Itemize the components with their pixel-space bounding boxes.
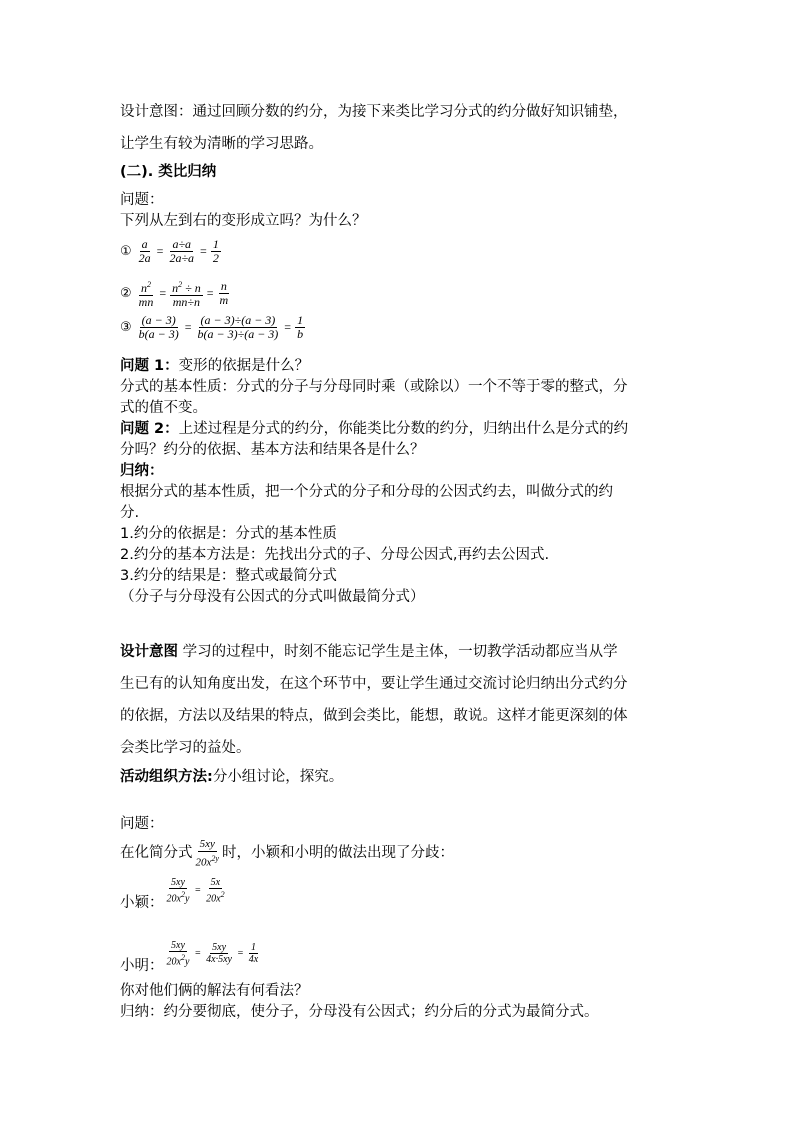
fraction: $\frac{5xy}{20x^2y}$ [166, 877, 190, 905]
question-1-text: 变形的依据是什么？ [178, 358, 310, 374]
question-3-label: 问题： [120, 816, 164, 832]
fraction: $\frac{1}{2}$ [212, 237, 219, 265]
note: （分子与分母没有公因式的分式叫做最简分式） [120, 589, 425, 605]
fraction: $\frac{5xy}{20x^2y}$ [166, 940, 190, 968]
text-line: 分式的基本性质：分式的分子与分母同时乘（或除以）一个不等于零的整式，分 [120, 379, 628, 395]
text-line: 会类比学习的益处。 [120, 740, 251, 756]
ask-text: 你对他们俩的解法有何看法？ [120, 983, 309, 999]
text-line: 分吗？约分的依据、基本方法和结果各是什么？ [120, 442, 425, 458]
question-label: 问题： [120, 192, 164, 208]
marker: ① [120, 244, 132, 259]
fraction: $\frac{n^2}{mn}$ [138, 280, 154, 309]
question-1-label: 问题 1： [120, 358, 179, 374]
question-text: 下列从左到右的变形成立吗？为什么？ [120, 213, 367, 229]
fraction: $\frac{(a - 3)}{b(a - 3)}$ [138, 313, 179, 341]
fraction: $\frac{a}{2a}$ [138, 237, 151, 265]
text-line: 生已有的认知角度出发，在这个环节中，要让学生通过交流讨论归纳出分式约分 [120, 676, 628, 692]
fraction: $\frac{(a - 3)\div(a - 3)}{b(a - 3)\div(a - 3)}$ [197, 313, 279, 341]
text-line: 学习的过程中，时刻不能忘记学生是主体，一切教学活动都应当从学 [178, 644, 618, 660]
design-intent-paragraph-1 [120, 96, 680, 160]
solver-label: 小颖： [120, 895, 164, 912]
fraction: 5xy $20x^{2y}$ [195, 838, 219, 869]
question-1 [120, 356, 680, 377]
text-line: 分. [120, 505, 140, 521]
solver-label: 小明： [120, 958, 164, 975]
xiaoying-solution: 小颖： $\frac{5xy}{20x^2y}$ = $\frac{5x}{20x^2}$ [120, 877, 680, 914]
text-segment: 在化简分式 [120, 845, 193, 862]
design-intent-label: 设计意图 [120, 644, 178, 660]
text-line: 根据分式的基本性质，把一个分式的分子和分母的公因式约去，叫做分式的约 [120, 484, 613, 500]
fraction: $\frac{5xy}{4x\cdot 5xy}$ [206, 942, 232, 966]
question-block [120, 190, 680, 232]
fraction: $\frac{1}{b}$ [297, 313, 304, 341]
conclusion-text: 归纳：约分要彻底，使分子，分母没有公因式；约分后的分式为最简分式。 [120, 1004, 599, 1020]
section-title: (二). 类比归纳 [120, 164, 217, 180]
fraction: $\frac{n^2 \div n}{mn\div n}$ [172, 280, 201, 309]
equation-1: ① $\frac{a}{2a}$ = $\frac{a\div a}{2a\div a}$ = $\frac{1}{2}$ [120, 237, 219, 265]
question-2-label: 问题 2： [120, 421, 179, 437]
list-item: 3.约分的结果是：整式或最简分式 [120, 568, 337, 584]
question-2 [120, 419, 680, 461]
xiaoming-solution: 小明： $\frac{5xy}{20x^2y}$ = $\frac{5xy}{4x\cdot 5xy}$ = $\frac{1}{4x}$ [120, 940, 680, 977]
activity-label: 活动组织方法: [120, 769, 213, 785]
activity-text: 分小组讨论，探究。 [212, 769, 344, 785]
design-intent-paragraph-2 [120, 636, 680, 764]
question-3 [120, 838, 680, 870]
induction-block [120, 482, 680, 608]
text-line: 上述过程是分式的约分，你能类比分数的约分，归纳出什么是分式的约 [178, 421, 629, 437]
basic-property [120, 377, 680, 419]
text-line: 的依据，方法以及结果的特点，做到会类比，能想，敢说。这样才能更深刻的体 [120, 708, 628, 724]
fraction: $\frac{1}{4x}$ [248, 942, 259, 966]
list-item: 2.约分的基本方法是：先找出分式的子、分母公因式,再约去公因式. [120, 547, 550, 563]
list-item: 1.约分的依据是：分式的基本性质 [120, 526, 337, 542]
text-line: 式的值不变。 [120, 400, 207, 416]
activity-method [120, 767, 680, 788]
marker: ② [120, 286, 132, 301]
fraction: $\frac{a\div a}{2a\div a}$ [169, 237, 195, 265]
fraction: $\frac{n}{m}$ [219, 279, 229, 307]
fraction: $\frac{5x}{20x^2}$ [206, 877, 225, 905]
text-line: 设计意图：通过回顾分数的约分，为接下来类比学习分式的约分做好知识铺垫， [120, 104, 628, 120]
text-segment: 时，小颖和小明的做法出现了分歧： [221, 845, 454, 862]
marker: ③ [120, 320, 132, 335]
induction-label: 归纳： [120, 463, 164, 479]
equation-3: ③ $\frac{(a - 3)}{b(a - 3)}$ = $\frac{(a - 3)\div(a - 3)}{b(a - 3)\div(a - 3)}$ = $\frac{1}{b}$ [120, 313, 304, 341]
equation-2: ② $\frac{n^2}{mn}$ = $\frac{n^2 \div n}{mn\div n}$ = $\frac{n}{m}$ [120, 279, 229, 309]
text-line: 让学生有较为清晰的学习思路。 [120, 136, 323, 152]
